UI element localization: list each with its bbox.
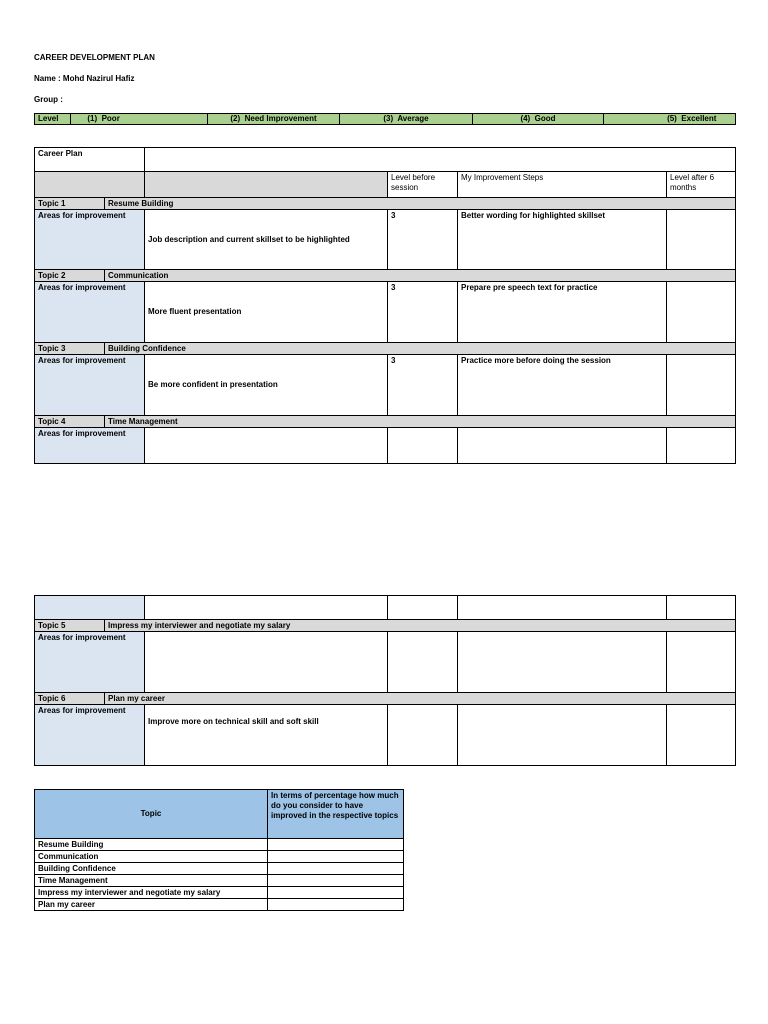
summary-value[interactable] [268, 851, 404, 863]
areas-label: Areas for improvement [35, 355, 145, 416]
topic-label: Topic 4 [35, 416, 105, 428]
col-level-after: Level after 6 months [667, 172, 736, 198]
topic-label: Topic 6 [35, 693, 105, 705]
summary-col-topic: Topic [35, 790, 268, 839]
areas-label: Areas for improvement [35, 632, 145, 693]
areas-label: Areas for improvement [35, 705, 145, 766]
page-title: CAREER DEVELOPMENT PLAN [34, 53, 155, 62]
level-after-value[interactable] [667, 705, 736, 766]
summary-value[interactable] [268, 899, 404, 911]
improvement-steps[interactable] [458, 428, 667, 464]
areas-label: Areas for improvement [35, 282, 145, 343]
career-plan-table-continued [34, 595, 736, 766]
level-after-value[interactable] [667, 355, 736, 416]
level-item-3: (3) Average [340, 114, 473, 125]
area-text[interactable]: Be more confident in presentation [145, 355, 388, 416]
name-line: Name : Mohd Nazirul Hafiz [34, 74, 135, 83]
summary-topic: Building Confidence [35, 863, 268, 875]
topic-name: Time Management [105, 416, 736, 428]
improvement-steps[interactable] [458, 632, 667, 693]
summary-topic: Time Management [35, 875, 268, 887]
topic-label: Topic 3 [35, 343, 105, 355]
summary-topic: Communication [35, 851, 268, 863]
improvement-steps[interactable]: Prepare pre speech text for practice [458, 282, 667, 343]
summary-value[interactable] [268, 875, 404, 887]
improvement-steps[interactable]: Practice more before doing the session [458, 355, 667, 416]
level-after-value[interactable] [667, 632, 736, 693]
level-item-4: (4) Good [473, 114, 604, 125]
improvement-steps[interactable]: Better wording for highlighted skillset [458, 210, 667, 270]
career-plan-table [34, 147, 736, 464]
improvement-steps[interactable] [458, 705, 667, 766]
col-level-before: Level before session [388, 172, 458, 198]
level-item-2: (2) Need Improvement [208, 114, 340, 125]
level-before-value[interactable]: 3 [388, 282, 458, 343]
summary-value[interactable] [268, 839, 404, 851]
topic-name: Resume Building [105, 198, 736, 210]
area-text[interactable]: Job description and current skillset to be highlighted [145, 210, 388, 270]
level-before-value[interactable]: 3 [388, 210, 458, 270]
level-scale [34, 113, 736, 125]
level-before-value[interactable]: 3 [388, 355, 458, 416]
summary-col-percentage: In terms of percentage how much do you consider to have improved in the respective topics [268, 790, 404, 839]
topic-label: Topic 2 [35, 270, 105, 282]
summary-topic: Resume Building [35, 839, 268, 851]
career-plan-value[interactable] [145, 148, 736, 172]
area-text[interactable] [145, 632, 388, 693]
topic-name: Building Confidence [105, 343, 736, 355]
level-label: Level [35, 114, 71, 125]
level-after-value[interactable] [667, 210, 736, 270]
summary-topic: Impress my interviewer and negotiate my salary [35, 887, 268, 899]
topic-name: Communication [105, 270, 736, 282]
level-before-value[interactable] [388, 705, 458, 766]
area-text[interactable]: More fluent presentation [145, 282, 388, 343]
career-plan-label: Career Plan [35, 148, 145, 172]
area-text[interactable] [145, 428, 388, 464]
areas-label: Areas for improvement [35, 428, 145, 464]
col-improvement-steps: My Improvement Steps [458, 172, 667, 198]
level-item-5: (5) Excellent [604, 114, 736, 125]
level-before-value[interactable] [388, 632, 458, 693]
summary-topic: Plan my career [35, 899, 268, 911]
improvement-summary-table [34, 789, 404, 911]
topic-label: Topic 1 [35, 198, 105, 210]
level-item-1: (1) Poor [71, 114, 208, 125]
level-before-value[interactable] [388, 428, 458, 464]
level-after-value[interactable] [667, 282, 736, 343]
summary-value[interactable] [268, 863, 404, 875]
areas-label: Areas for improvement [35, 210, 145, 270]
group-line: Group : [34, 95, 63, 104]
level-after-value[interactable] [667, 428, 736, 464]
area-text[interactable]: Improve more on technical skill and soft skill [145, 705, 388, 766]
topic-name: Plan my career [105, 693, 736, 705]
topic-label: Topic 5 [35, 620, 105, 632]
summary-value[interactable] [268, 887, 404, 899]
topic-name: Impress my interviewer and negotiate my salary [105, 620, 736, 632]
